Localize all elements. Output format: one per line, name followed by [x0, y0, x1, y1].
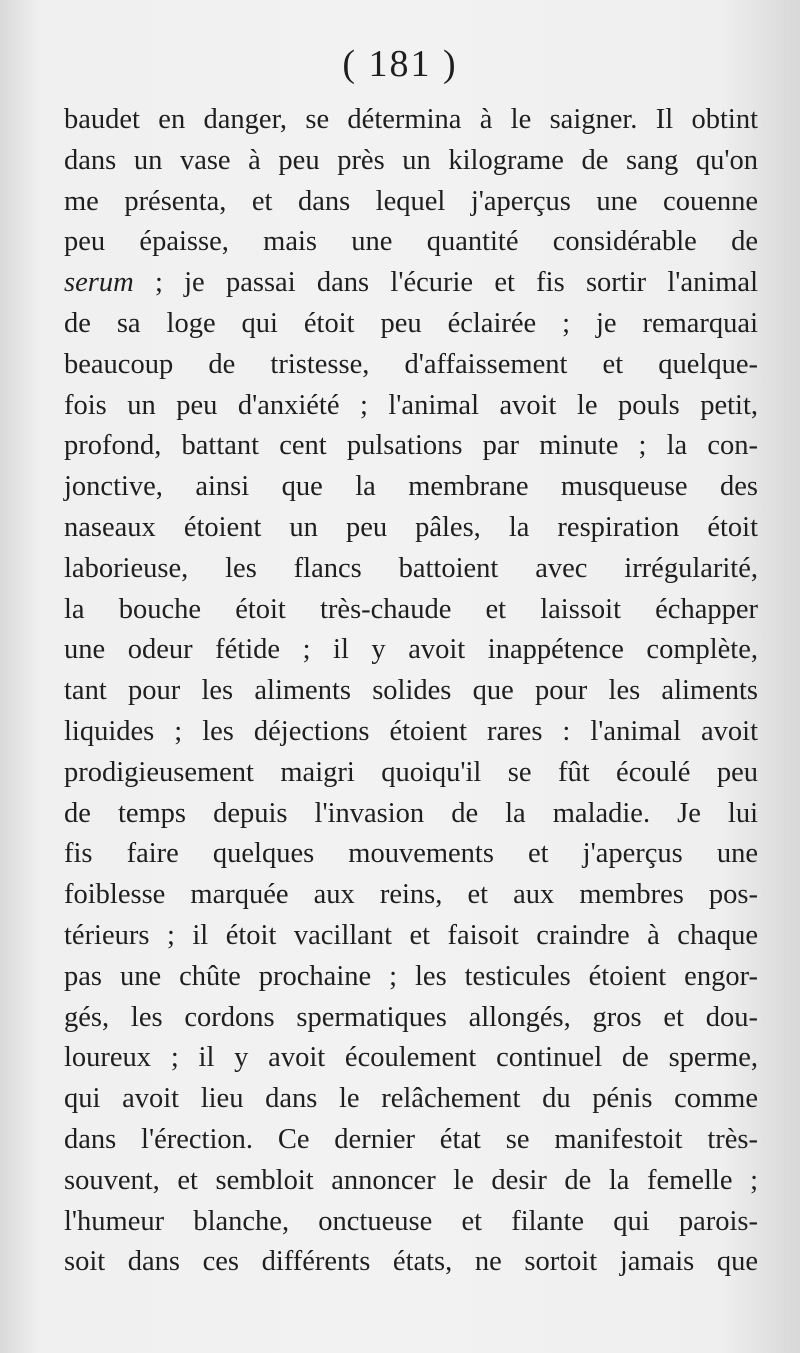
text-line: prodigieusement maigri quoiqu'il se fût écoulé peu: [64, 756, 758, 788]
text-line: naseaux étoient un peu pâles, la respiration étoit: [64, 511, 758, 543]
text-line: profond, battant cent pulsations par minute ; la con-: [64, 430, 758, 462]
text-line: dans un vase à peu près un kilograme de sang qu'on: [64, 144, 758, 176]
text-line: pas une chûte prochaine ; les testicules étoient engor-: [64, 960, 758, 992]
text-line: foiblesse marquée aux reins, et aux membres pos-: [64, 879, 758, 911]
text-line: de sa loge qui étoit peu éclairée ; je remarquai: [64, 307, 758, 339]
text-line: liquides ; les déjections étoient rares : l'animal avoit: [64, 715, 758, 747]
text-line: la bouche étoit très-chaude et laissoit échapper: [64, 593, 758, 625]
text-line: serum ; je passai dans l'écurie et fis sortir l'animal: [64, 267, 758, 299]
text-line: fois un peu d'anxiété ; l'animal avoit le pouls petit,: [64, 389, 758, 421]
text-line: fis faire quelques mouvements et j'aperçus une: [64, 838, 758, 870]
text-line: beaucoup de tristesse, d'affaissement et quelque-: [64, 348, 758, 380]
body-text: [64, 100, 758, 1283]
text-line: laborieuse, les flancs battoient avec irrégularité,: [64, 552, 758, 584]
text-line: térieurs ; il étoit vacillant et faisoit craindre à chaque: [64, 919, 758, 951]
page-number: ( 181 ): [342, 43, 458, 85]
text-line: soit dans ces différents états, ne sortoit jamais que: [64, 1246, 758, 1278]
text-line: jonctive, ainsi que la membrane musqueuse des: [64, 471, 758, 503]
text-line: souvent, et sembloit annoncer le desir de la femelle ;: [64, 1164, 758, 1196]
text-line: tant pour les aliments solides que pour les aliments: [64, 675, 758, 707]
text-line: peu épaisse, mais une quantité considérable de: [64, 226, 758, 258]
text-line: loureux ; il y avoit écoulement continuel de sperme,: [64, 1042, 758, 1074]
text-line: qui avoit lieu dans le relâchement du pénis comme: [64, 1083, 758, 1115]
text-line: de temps depuis l'invasion de la maladie. Je lui: [64, 797, 758, 829]
text-line: l'humeur blanche, onctueuse et filante qui parois-: [64, 1205, 758, 1237]
text-line: baudet en danger, se détermina à le saigner. Il obtint: [64, 104, 758, 135]
italic-term: serum: [64, 267, 134, 299]
text-line: gés, les cordons spermatiques allongés, gros et dou-: [64, 1001, 758, 1033]
text-line: me présenta, et dans lequel j'aperçus une couenne: [64, 185, 758, 217]
text-line: une odeur fétide ; il y avoit inappétence complète,: [64, 634, 758, 666]
text-line: dans l'érection. Ce dernier état se manifestoit très-: [64, 1123, 758, 1155]
